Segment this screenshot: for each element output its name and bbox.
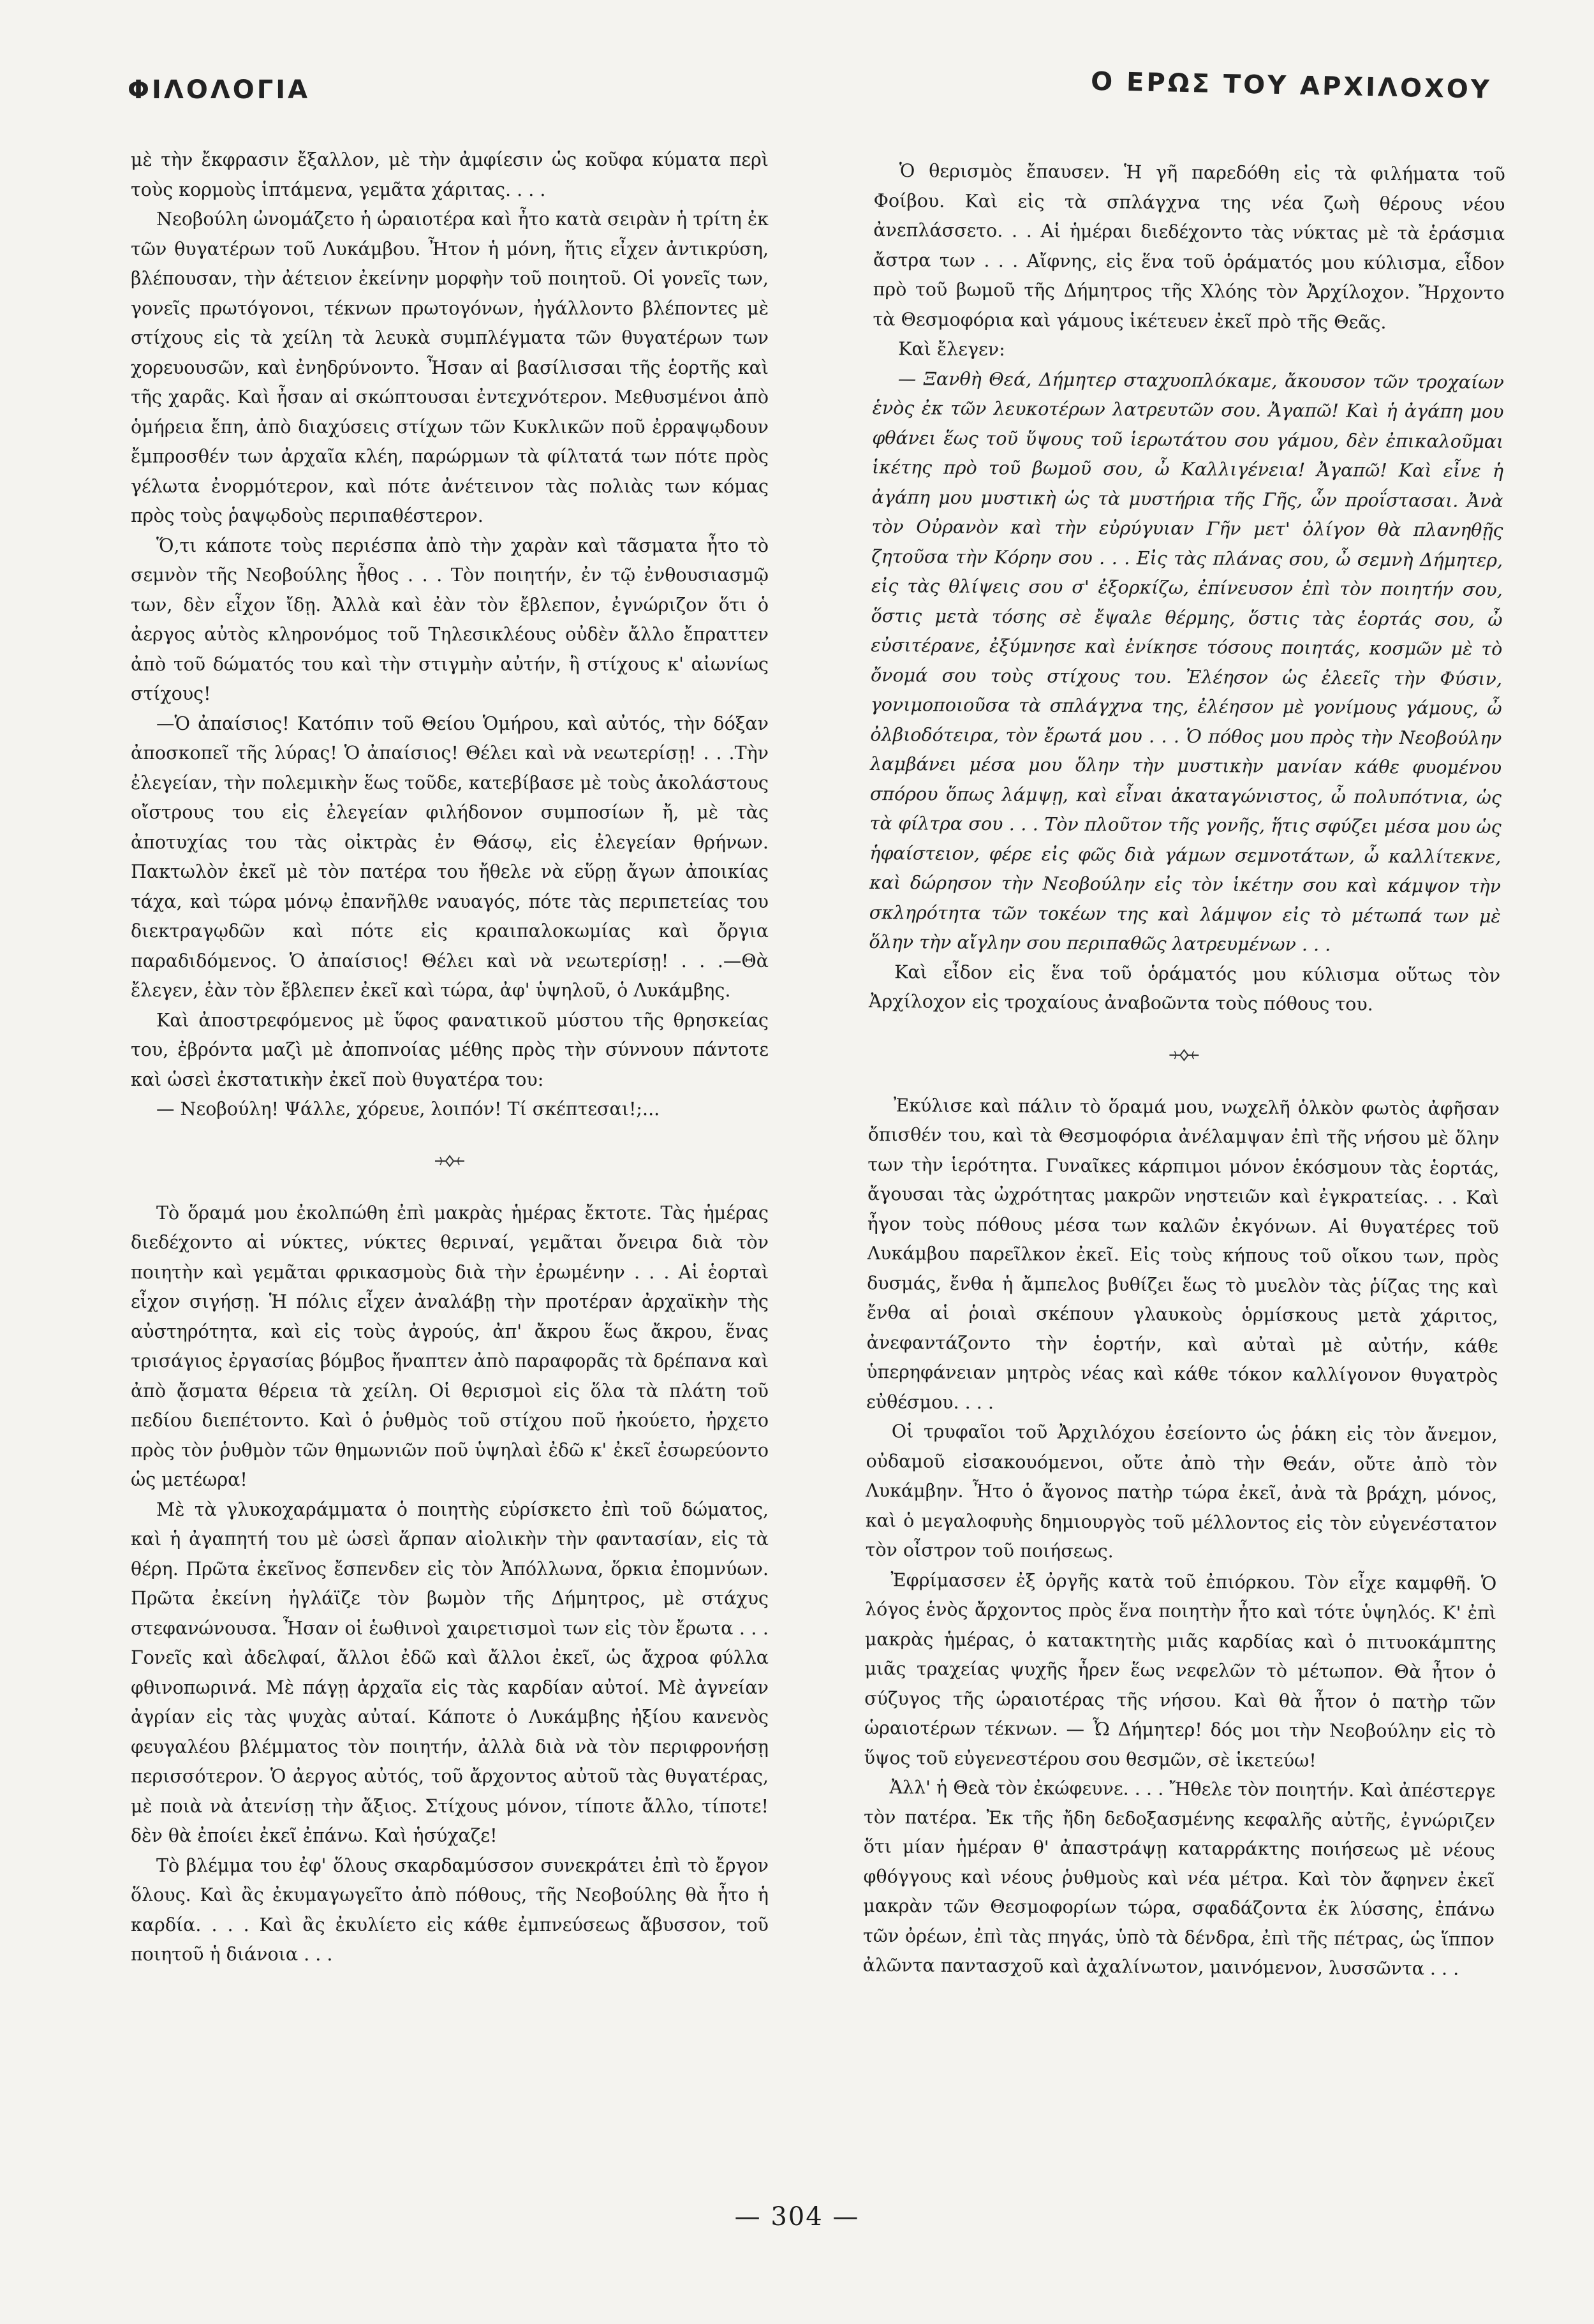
paragraph: Μὲ τὰ γλυκοχαράμματα ὁ ποιητὴς εὑρίσκετο ἐπὶ τοῦ δώματος, καὶ ἡ ἀγαπητή του μὲ ὡσεὶ ἅρπαν αἰολικὴν τὴν φαντασίαν, εἰς τὰ θέρη. Πρῶτα ἐκεῖνος ἔσπενδεν εἰς τὸν Ἀπόλλωνα, ὅρκια ἐπομνύων. Πρῶτα ἐκείνη ἠγλάϊζε τὸν βωμὸν τῆς Δήμητρος, μὲ στάχυς στεφανώνουσα. Ἦσαν οἱ ἑωθινοὶ χαιρετισμοὶ των εἰς τὸν ἔρωτα . . . Γονεῖς καὶ ἀδελφαί, ἄλλοι ἐδῶ καὶ ἄλλοι ἐκεῖ, ὡς ἄχροα φύλλα φθινοπωρινά. Μὲ πάγῃ ἀρχαῖα εἰς τὰς καρδίαν αὐτοί. Μὲ ἀγνείαν ἀγρίαν εἰς τὰς ψυχὰς αὐταί. Κάποτε ὁ Λυκάμβης ἠξίου κανενὸς φευγαλέου βλέμματος τὸν ποιητήν, ἀλλὰ διὰ νὰ τὸν περιφρονήσῃ περισσότερον. Ὁ ἀεργος αὐτός, τοῦ ἄρχοντος αὐτοῦ τὰς θυγατέρας, μὲ ποιὰ νὰ ἀτενίσῃ τὴν ἄξιος. Στίχους μόνον, τίποτε ἄλλο, τίποτε! δὲν θὰ ἐποίει ἐκεῖ ἐπάνω. Καὶ ἡσύχαζε! [131, 1499, 769, 1846]
running-head-journal: ΦΙΛΟΛΟΓΙΑ [128, 75, 311, 105]
paragraph: Τὸ ὅραμά μου ἐκολπώθη ἐπὶ μακρὰς ἡμέρας ἔκτοτε. Τὰς ἡμέρας διεδέχοντο αἱ νύκτες, νύκτες θεριναί, γεμᾶται ὄνειρα διὰ τὸν ποιητὴν καὶ γεμᾶται φρικασμοὺς διὰ τὴν ἐρωμένην . . . Αἱ ἑορταὶ εἶχον σιγήσῃ. Ἡ πόλις εἶχεν ἀναλάβῃ τὴν προτέραν ἀρχαϊκὴν τὴς αὐστηρότητα, καὶ εἰς τοὺς ἀγρούς, ἀπ' ἄκρου ἕως ἄκρου, ἕνας τρισάγιος ἐργασίας βόμβος ἤναπτεν ἀπὸ παραφορᾶς τὰ δρέπανα καὶ ἀπὸ ᾄσματα θέρεια τὰ χείλη. Οἱ θερισμοὶ εἰς ὅλα τὰ πλάτη τοῦ πεδίου διεπέτοντο. Καὶ ὁ ῥυθμὸς τοῦ στίχου ποῦ ἠκούετο, ἠρχετο πρὸς τὸν ῥυθμὸν τῶν θημωνιῶν ποῦ ὑψηλαὶ ἐδῶ κ' ἐκεῖ ἐσωρεύοντο ὡς μετέωρα! [131, 1202, 769, 1490]
paragraph: Ἀλλ' ἡ Θεὰ τὸν ἐκώφευνε. . . . Ἤθελε τὸν ποιητήν. Καὶ ἀπέστεργε τὸν πατέρα. Ἐκ τῆς ἤδη δεδοξασμένης κεφαλῆς αὐτῆς, ἐγνώριζεν ὅτι μίαν ἡμέραν θ' ἀπαστράψῃ καταρράκτης ποιήσεως μὲ νέους φθόγγους καὶ νέους ῥυθμοὺς καὶ νέα μέτρα. Καὶ τὸν ἄφηνεν ἐκεῖ μακρὰν τῶν Θεσμοφορίων τώρα, σφαδάζοντα ἐκ λύσσης, ἐπάνω τῶν ὀρέων, ἐπὶ τὰς πηγάς, ὑπὸ τὰ δένδρα, ἐπὶ τῆς πέτρας, ὡς ἵππον ἀλῶντα παντασχοῦ καὶ ἀχαλίνωτον, μαινόμενον, λυσσῶντα . . . [862, 1777, 1496, 1980]
left-column [131, 145, 769, 1970]
prayer-paragraph: — Ξανθὴ Θεά, Δήμητερ σταχυοπλόκαμε, ἄκουσον τῶν τροχαίων ἑνὸς ἐκ τῶν λευκοτέρων λατρευτῶν σου. Ἀγαπῶ! Καὶ ἡ ἀγάπη μου φθάνει ἕως τοῦ ὕψους τοῦ ἱερωτάτου σου γάμου, δὲν ἐπικαλοῦμαι ἱκέτης πρὸ τοῦ βωμοῦ σου, ὦ Καλλιγένεια! Ἀγαπῶ! Καὶ εἶνε ἡ ἀγάπη μου μυστικὴ ὡς τὰ μυστήρια τῆς Γῆς, ὧν προΐστασαι. Ἀνὰ τὸν Οὐρανὸν καὶ τὴν εὐρύγυιαν Γῆν μετ' ὀλίγον θὰ πλανηθῇς ζητοῦσα τὴν Κόρην σου . . . Εἰς τὰς πλάνας σου, ὦ σεμνὴ Δήμητερ, εἰς τὰς θλίψεις σου σ' ἐξορκίζω, ἐπίνευσον ἐπὶ τὸν ποιητήν σου, ὅστις μετὰ τόσης σὲ ἔψαλε θέρμης, ὅστις τὰς ἑορτάς σου, ὦ εὐσιτέρανε, ἐξύμνησε καὶ ἐνίκησε τόσους ποιητάς, κοσμῶν μὲ τὸ ὄνομά σου τοὺς στίχους του. Ἐλέησον ὡς ἐλεεῖς τὴν Φύσιν, γονιμοποιοῦσα τὰ σπλάγχνα της, ἐλέησον μὲ γονίμους γάμους, ὦ ὀλβιοδότειρα, τὸν ἔρωτά μου . . . Ὁ πόθος μου πρὸς τὴν Νεοβούλην λαμβάνει μέσα μου ὅλην τὴν μυστικὴν μανίαν κάθε φυομένου σπόρου ὅπως λάμψῃ, καὶ εἶναι ἀκαταγώνιστος, ὦ πολυπότνια, ὡς τὰ φίλτρα σου . . . Τὸν πλοῦτον τῆς γονῆς, ἥτις σφύζει μέσα μου ὡς ἡφαίστειον, φέρε εἰς φῶς διὰ γάμων σεμνοτάτων, ὦ καλλίτεκνε, καὶ δώρησον τὴν Νεοβούλην εἰς τὸν ἱκέτην σου καὶ κάμψον τὴν σκληρότητα τῶν τοκέων της καὶ λάμψον εἰς τὸ μέτωπά των μὲ ὅλην τὴν αἴγλην σου περιπαθῶς λατρευμένων . . . [869, 367, 1504, 956]
right-column [863, 156, 1505, 1984]
section-ornament-icon [131, 1149, 769, 1171]
paragraph: Ἐκύλισε καὶ πάλιν τὸ ὅραμά μου, νωχελῆ ὁλκὸν φωτὸς ἀφῆσαν ὄπισθέν του, καὶ τὰ Θεσμοφόρια ἀνέλαμψαν ἐπὶ τῆς νήσου μὲ ὅλην των τὴν ἱερότητα. Γυναῖκες κάρπιμοι μόνον ἑκόσμουν τὰς ἑορτάς, ἄγουσαι τὰς ὠχρότητας μακρῶν νηστειῶν καὶ ἐγκρατείας. . . Καὶ ἦγον τοὺς πόθους μέσα των καλῶν ἐκγόνων. Αἱ θυγατέρες τοῦ Λυκάμβου παρεῖλκον ἐκεῖ. Εἰς τοὺς κήπους τοῦ οἴκου των, πρὸς δυσμάς, ἔνθα ἡ ἄμπελος βυθίζει ἕως τὸ μυελὸν τὰς ῥίζας της καὶ ἔνθα αἱ ῥοιαὶ σκέπουν γλαυκοὺς ὁρμίσκους μετὰ χάριτος, ἀνεφαντάζοντο τὴν ἑορτήν, καὶ αὐταὶ μὲ αὐτήν, κάθε ὑπερηφάνειαν μητρὸς νέας καὶ κάθε τόκον καλλίγονον θυγατρὸς εὐθέσμου. . . . [866, 1094, 1500, 1413]
paragraph: μὲ τὴν ἔκφρασιν ἔξαλλον, μὲ τὴν ἀμφίεσιν ὡς κοῦφα κύματα περὶ τοὺς κορμοὺς ἱπτάμενα, γεμᾶτα χάριτας. . . . [131, 149, 769, 200]
paragraph: Καὶ ἀποστρεφόμενος μὲ ὕφος φανατικοῦ μύστου τῆς θρησκείας του, ἐβρόντα μαζὶ μὲ ἀποπνοίας μέθης πρὸς τὴν σύννουν πάντοτε καὶ ὡσεὶ ἐκστατικὴν ἐκεῖ ποὺ θυγατέρα του: [131, 1009, 769, 1090]
section-ornament-icon [868, 1040, 1500, 1066]
paragraph: Οἱ τρυφαῖοι τοῦ Ἀρχιλόχου ἐσείοντο ὡς ῥάκη εἰς τὸν ἄνεμον, οὐδαμοῦ εἰσακουόμενοι, οὔτε ἀπὸ τὴν Θεάν, οὔτε ἀπὸ τὸν Λυκάμβην. Ἦτο ὁ ἄγονος πατὴρ τώρα ἐκεῖ, ἀνὰ τὰ βράχη, μόνος, καὶ ὁ μεγαλοφυὴς δημιουργὸς τοῦ μέλλοντος εἰς τὸν εὐγενέστατον τὸν οἶστρον τοῦ ποιήσεως. [865, 1421, 1498, 1562]
paragraph: Ἐφρίμασσεν ἐξ ὀργῆς κατὰ τοῦ ἐπιόρκου. Τὸν εἶχε καμφθῆ. Ὁ λόγος ἑνὸς ἄρχοντος πρὸς ἕνα ποιητὴν ἦτο καὶ τότε ὑψηλός. Κ' ἐπὶ μακρὰς ἡμέρας, ὁ κατακτητὴς μιᾶς καρδίας καὶ ὁ πιτυοκάμπτης μιᾶς τραχείας ψυχῆς ἦρεν ἕως νεφελῶν τὸ μέτωπον. Θὰ ἦτον ὁ σύζυγος τῆς ὡραιοτέρας τῆς νήσου. Καὶ θὰ ἦτον ὁ πατὴρ τῶν ὡραιοτέρων τέκνων. — Ὦ Δήμητερ! δός μοι τὴν Νεοβούλην εἰς τὸ ὕψος τοῦ εὐγενεστέρου σου θεσμῶν, σὲ ἱκετεύω! [864, 1569, 1497, 1771]
running-head-title: Ο ΕΡΩΣ ΤΟΥ ΑΡΧΙΛΟΧΟΥ [1090, 66, 1493, 105]
paragraph: —Ὁ ἀπαίσιος! Κατόπιν τοῦ Θείου Ὁμήρου, καὶ αὐτός, τὴν δόξαν ἀποσκοπεῖ τῆς λύρας! Ὁ ἀπαίσιος! Θέλει καὶ νὰ νεωτερίσῃ! . . .Τὴν ἐλεγείαν, τὴν πολεμικὴν ἕως τοῦδε, κατεβίβασε μὲ τοὺς ἀκολάστους οἴστρους του εἰς ἐλεγείαν φιλήδονον συμποσίων ἤ, μὲ τὰς ἀποτυχίας του τὰς οἰκτρὰς ἐν Θάσῳ, εἰς ἐλεγείαν θρήνων. Πακτωλὸν ἐκεῖ μὲ τὸν πατέρα του ἤθελε νὰ εὕρῃ ἄγων ἀποικίας τάχα, καὶ τώρα μόνῳ ἐπανῆλθε ναυαγός, πότε τὰς περιπετείας του διεκτραγῳδῶν καὶ πότε εἰς κραιπαλοκωμίας καὶ ὄργια παραδιδόμενος. Ὁ ἀπαίσιος! Θέλει καὶ νὰ νεωτερίσῃ! . . .—Θὰ ἔλεγεν, ἐὰν τὸν ἔβλεπεν ἐκεῖ καὶ τώρα, ἀφ' ὑψηλοῦ, ὁ Λυκάμβης. [131, 713, 769, 1001]
paragraph: Καὶ ἔλεγεν: [898, 338, 1005, 360]
paragraph: Καὶ εἶδον εἰς ἕνα τοῦ ὁράματός μου κύλισμα οὕτως τὸν Ἀρχίλοχον εἰς τροχαίους ἀναβοῶντα τοὺς πόθους του. [868, 961, 1501, 1015]
paragraph: Ὅ,τι κάποτε τοὺς περιέσπα ἀπὸ τὴν χαρὰν καὶ τᾶσματα ἦτο τὸ σεμνὸν τῆς Νεοβούλης ἦθος . . . Τὸν ποιητήν, ἐν τῷ ἐνθουσιασμῷ των, δὲν εἶχον ἴδῃ. Ἀλλὰ καὶ ἐὰν τὸν ἔβλεπον, ἐγνώριζον ὅτι ὁ ἀεργος αὐτὸς κληρονόμος τοῦ Τηλεσικλέους οὐδὲν ἄλλο ἔπραττεν ἀπὸ τοῦ δώματός του καὶ τὴν στιγμὴν αὐτήν, ἢ στίχους κ' αἰωνίως στίχους! [131, 535, 769, 704]
page-number: — 304 — [734, 2202, 860, 2231]
paragraph: Ὁ θερισμὸς ἔπαυσεν. Ἡ γῆ παρεδόθη εἰς τὰ φιλήματα τοῦ Φοίβου. Καὶ εἰς τὰ σπλάγχνα της νέα ζωὴ θέρους νέου ἀνεπλάσσετο. . . Αἱ ἡμέραι διεδέχοντο τὰς νύκτας μὲ τὰ ἑράσμια ἄστρα των . . . Αἴφνης, εἰς ἕνα τοῦ ὁράματός μου κύλισμα, εἶδον πρὸ τοῦ βωμοῦ τῆς Δήμητρος τῆς Χλόης τὸν Ἀρχίλοχον. Ἤρχοντο τὰ Θεσμοφόρια καὶ γάμους ἱκέτευεν ἐκεῖ πρὸ τῆς Θεᾶς. [873, 160, 1505, 333]
paragraph: Τὸ βλέμμα του ἐφ' ὅλους σκαρδαμύσσον συνεκράτει ἐπὶ τὸ ἔργον ὅλους. Καὶ ἂς ἐκυμαγωγεῖτο ἀπὸ πόθους, τῆς Νεοβούλης θὰ ἦτο ἡ καρδία. . . . Καὶ ἂς ἐκυλίετο εἰς κάθε ἐμπνεύσεως ἄβυσσον, τοῦ ποιητοῦ ἡ διάνοια . . . [131, 1854, 769, 1965]
paragraph: Νεοβούλη ὠνομάζετο ἡ ὡραιοτέρα καὶ ἦτο κατὰ σειρὰν ἡ τρίτη ἐκ τῶν θυγατέρων τοῦ Λυκάμβου. Ἦτον ἡ μόνη, ἥτις εἶχεν ἀντικρύση, βλέπουσαν, τὴν ἀέτειον ἐκείνην μορφὴν τοῦ ποιητοῦ. Οἱ γονεῖς των, γονεῖς πρωτόγονοι, τέκνων πρωτογόνων, ἠγάλλοντο βλέποντες μὲ στίχους εἰς τὰ χείλη τὰ λευκὰ συμπλέγματα τῶν θυγατέρων των χορευουσῶν, καὶ ἐνηδρύνοντο. Ἦσαν αἱ βασίλισσαι τῆς ἑορτῆς καὶ τῆς χαρᾶς. Καὶ ἦσαν αἱ σκώπτουσαι ἐντεχνότερον. Μεθυσμένοι ἀπὸ ὁμήρεια ἔπη, ἀπὸ διαχύσεις στίχων τῶν Κυκλικῶν ποῦ ἐρραψῳδουν ἔμπροσθέν των ἀρχαῖα κλέη, παρώρμων τὰ φίλτατά των πότε πρὸς γέλωτα ἐνορμότερον, καὶ πότε ἀνέτεινον τὰς πολιὰς των κόμας πρὸς τοὺς ῥαψῳδοὺς περιπαθέστερον. [131, 209, 769, 526]
paragraph: — Νεοβούλη! Ψάλλε, χόρευε, λοιπόν! Τί σκέπτεσαι!;... [156, 1099, 660, 1120]
